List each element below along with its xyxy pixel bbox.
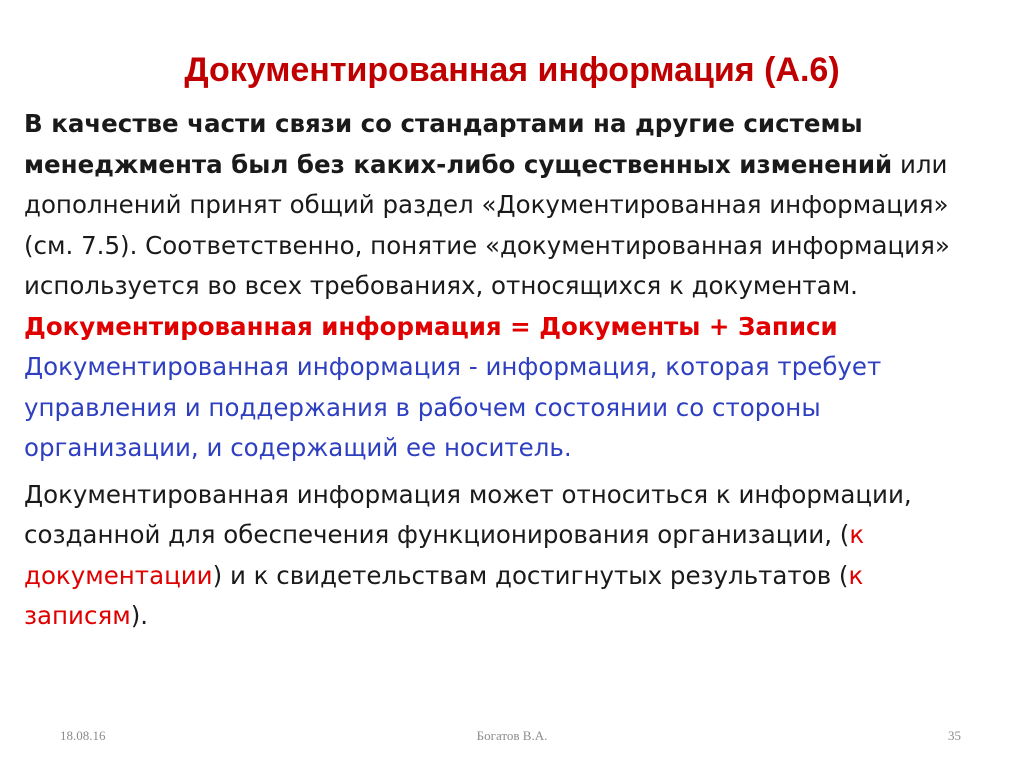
footer-page-number: 35 [948, 728, 961, 743]
scope-text-3: ). [130, 601, 149, 630]
footer-date: 18.08.16 [60, 728, 106, 743]
intro-regular-text: или дополнений принят общий раздел «Документированная информация» (см. 7.5). Соответственно, понятие «документированная информация» используется во всех требованиях, относящихся к документам. [24, 149, 950, 300]
scope-text-2: ) и к свидетельствам достигнутых результатов ( [212, 560, 849, 590]
records-term: к записям [24, 560, 864, 630]
documentation-term: к документации [24, 520, 865, 590]
slide-body [24, 104, 984, 637]
intro-paragraph [24, 104, 984, 307]
formula-line: Документированная информация = Документы + Записи [24, 311, 838, 341]
scope-text-1: Документированная информация может относиться к информации, созданной для обеспечения функционирования организации, ( [24, 479, 912, 549]
slide-title: Документированная информация (А.6) [184, 51, 840, 89]
scope-paragraph [24, 475, 984, 637]
definition-paragraph: Документированная информация - информация, которая требует управления и поддержания в рабочем состоянии со стороны организации, и содержащий ее носитель. [24, 352, 882, 462]
footer-author: Богатов В.А. [476, 728, 548, 743]
intro-bold-text: В качестве части связи со стандартами на другие системы менеджмента был без каких-либо существенных изменений [24, 109, 893, 179]
